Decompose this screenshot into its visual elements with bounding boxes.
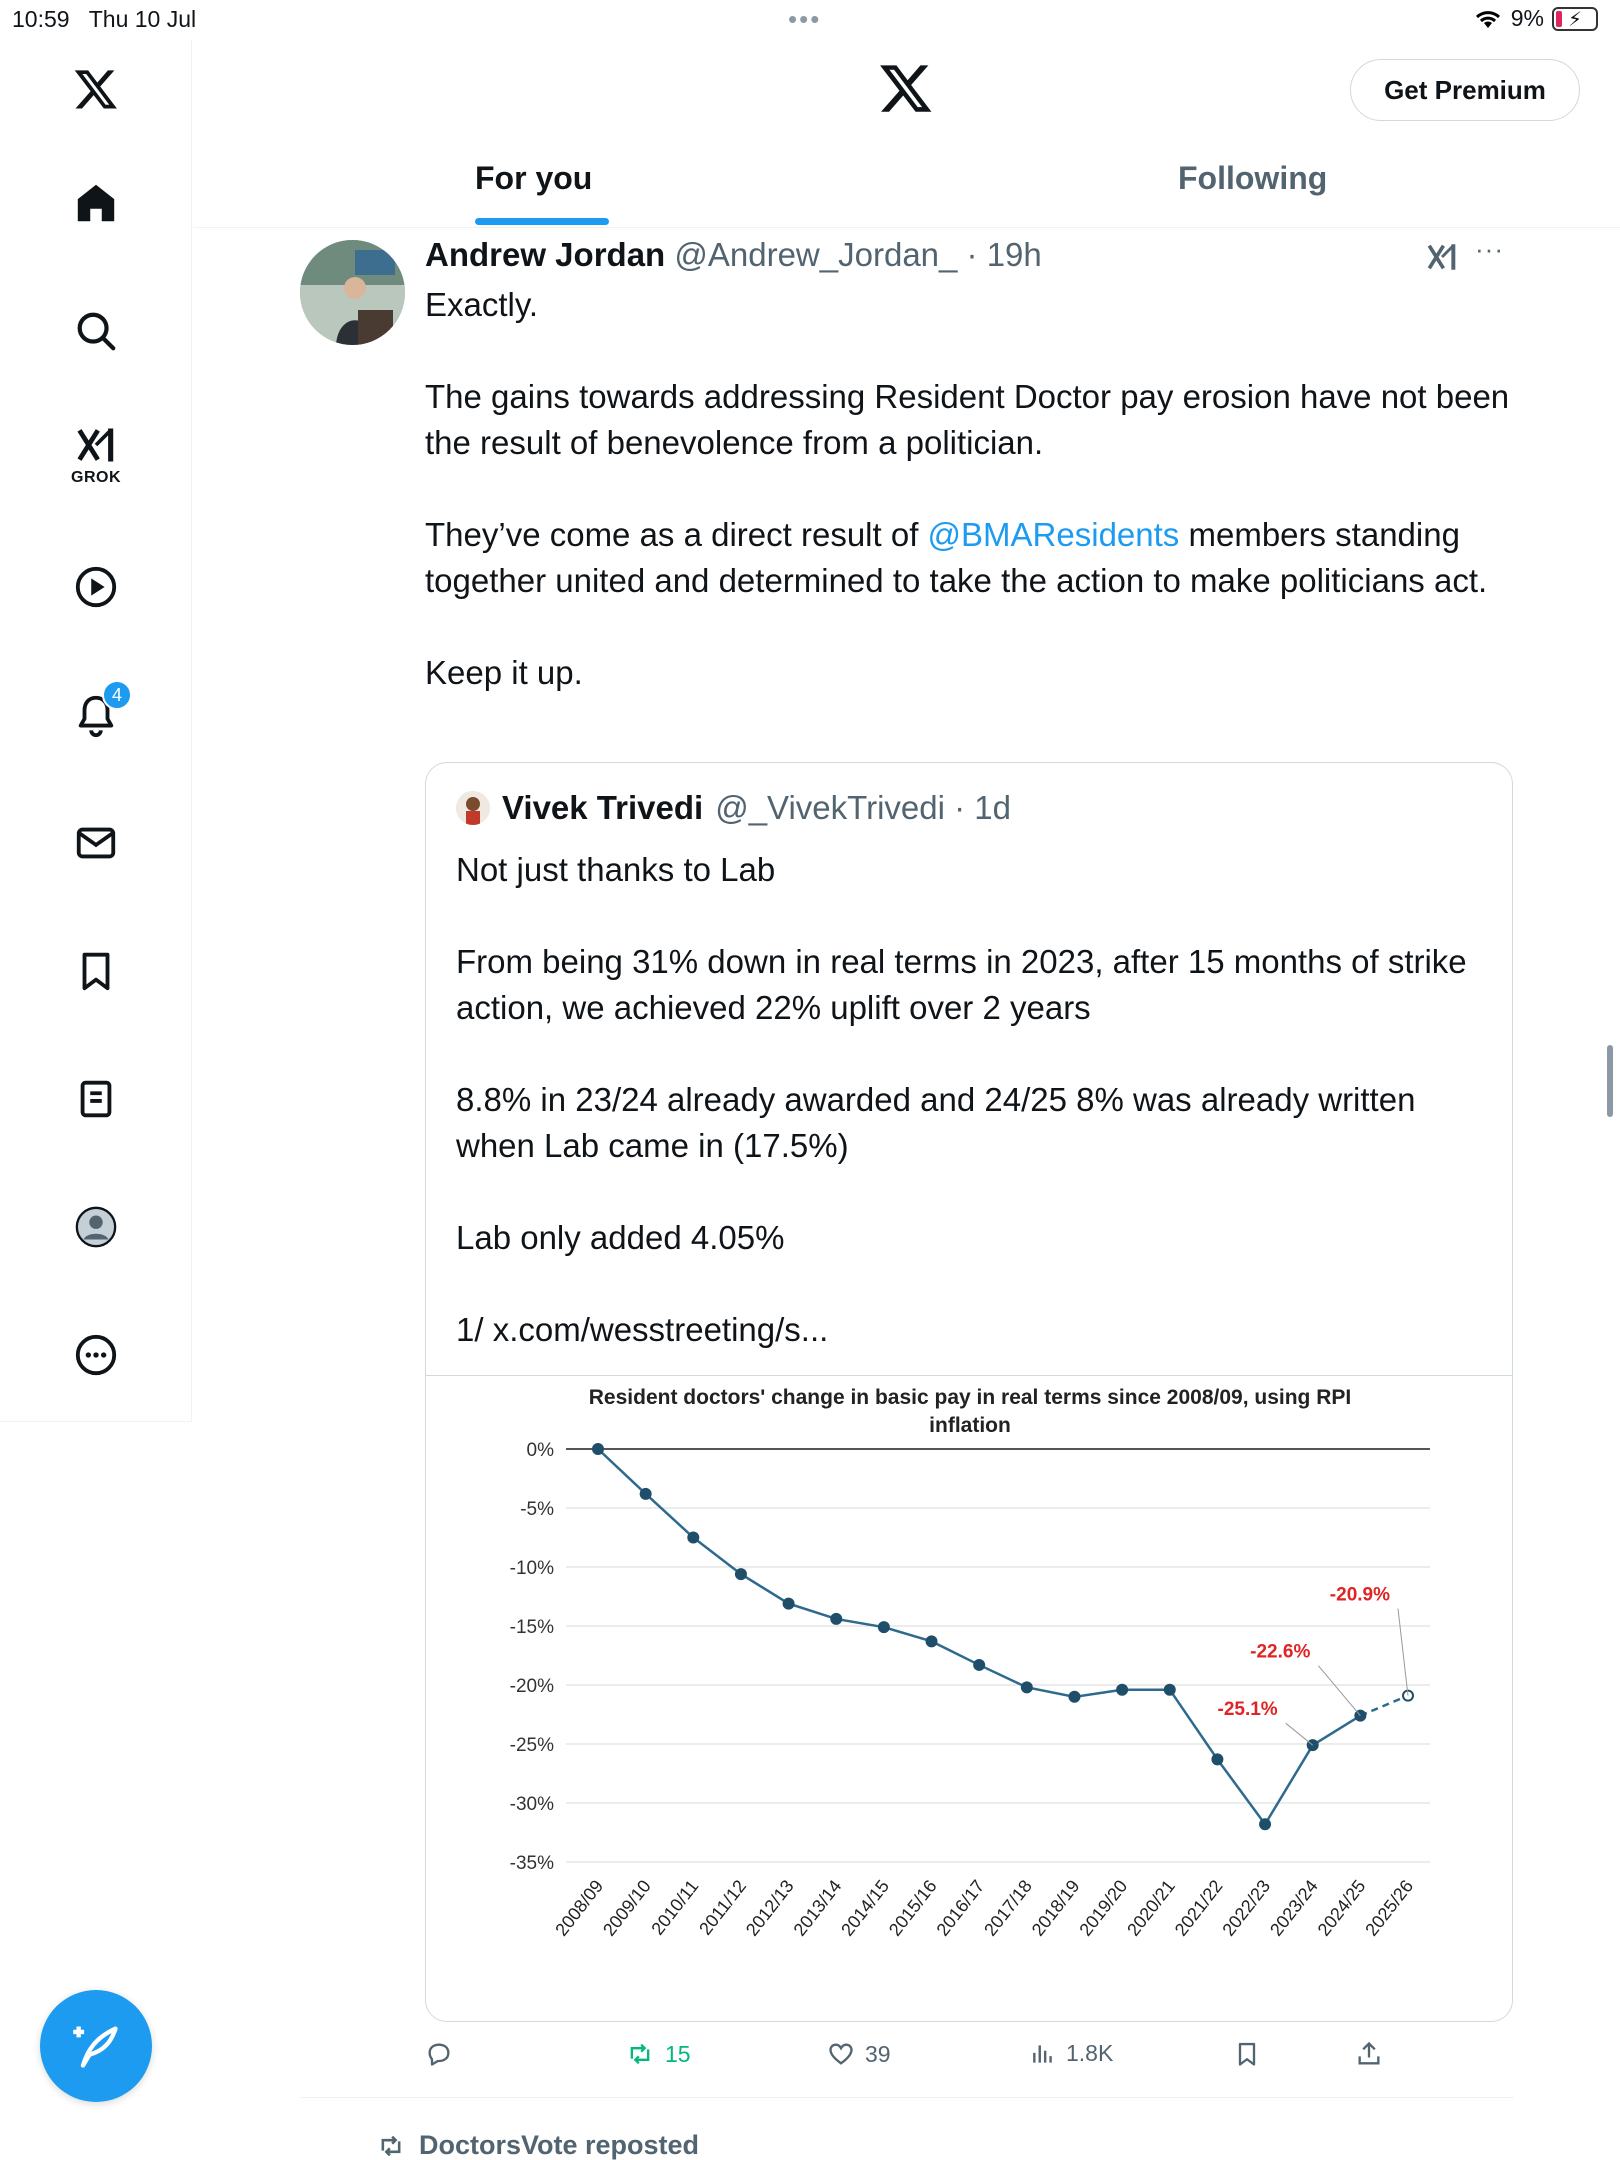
quoted-paragraph-4: Lab only added 4.05%: [456, 1219, 785, 1256]
battery-percent: 9%: [1510, 5, 1544, 31]
tweet-paragraph-4: Keep it up.: [425, 654, 583, 691]
active-tab-indicator: [475, 218, 609, 225]
x-tick-label: 2012/13: [741, 1876, 798, 1940]
tweet-header: [425, 236, 1042, 274]
grok-explain-button[interactable]: [1425, 240, 1459, 279]
sidebar-item-more[interactable]: [55, 1314, 137, 1396]
battery-icon: ⚡: [1552, 7, 1598, 31]
projection-line: [1360, 1696, 1408, 1716]
like-button[interactable]: [827, 2040, 891, 2068]
repost-count: 15: [665, 2040, 691, 2067]
bookmark-button[interactable]: [1233, 2040, 1261, 2068]
y-tick-label: -10%: [509, 1558, 554, 1579]
repost-button[interactable]: [625, 2040, 691, 2068]
share-icon: [1355, 2040, 1383, 2068]
chart-title-line-1: Resident doctors' change in basic pay in real terms since 2008/09, using RPI: [588, 1386, 1352, 1409]
data-point: [736, 1569, 746, 1579]
quoted-paragraph-3: 8.8% in 23/24 already awarded and 24/25 8% was already written when Lab came in (17.5%): [456, 1081, 1416, 1164]
author-photo: [300, 240, 405, 345]
author-name[interactable]: Andrew Jordan: [425, 236, 666, 273]
x-tick-label: 2010/11: [647, 1876, 703, 1939]
grok-icon: [74, 423, 118, 467]
x-tick-label: 2015/16: [884, 1876, 941, 1940]
tab-following[interactable]: Following: [1178, 160, 1328, 196]
bookmark-icon: [1233, 2040, 1261, 2068]
reply-icon: [425, 2040, 453, 2068]
next-tweet-repost-label[interactable]: [375, 2130, 699, 2160]
views-chart-icon: [1030, 2041, 1056, 2067]
x-tick-label: 2024/25: [1313, 1876, 1370, 1940]
y-tick-label: -25%: [509, 1735, 554, 1756]
heart-icon: [827, 2040, 855, 2068]
y-tick-label: -30%: [509, 1794, 554, 1815]
compose-button[interactable]: [40, 1990, 152, 2102]
x-logo[interactable]: [55, 48, 137, 130]
annotation-label: -25.1%: [1217, 1699, 1278, 1721]
like-count: 39: [865, 2040, 891, 2067]
x-tick-label: 2021/22: [1170, 1876, 1227, 1940]
y-tick-label: -15%: [509, 1617, 554, 1638]
author-handle-time[interactable]: @Andrew_Jordan_ · 19h: [674, 236, 1042, 273]
tweet-line-1: Exactly.: [425, 286, 539, 323]
sidebar-item-bookmarks[interactable]: [55, 930, 137, 1012]
tweet-paragraph-2: The gains towards addressing Resident Doctor pay erosion have not been the result of benevolence from a politician.: [425, 378, 1510, 461]
x-tick-label: 2018/19: [1027, 1876, 1084, 1940]
quoted-tweet-text: [456, 847, 1486, 1399]
quoted-paragraph-1: Not just thanks to Lab: [456, 851, 776, 888]
header-x-logo[interactable]: [878, 60, 934, 121]
data-point: [927, 1636, 937, 1646]
views-button[interactable]: [1030, 2040, 1113, 2067]
quoted-author-name[interactable]: Vivek Trivedi: [502, 789, 704, 826]
repost-icon: [625, 2040, 655, 2068]
x-tick-label: 2014/15: [837, 1876, 894, 1940]
quoted-paragraph-2: From being 31% down in real terms in 2023, after 15 months of strike action, we achieved 22% uplift over 2 years: [456, 943, 1467, 1026]
data-point: [641, 1489, 651, 1499]
data-point: [1212, 1754, 1222, 1764]
x-tick-label: 2016/17: [932, 1876, 989, 1940]
home-icon: [73, 180, 119, 226]
timeline-header: [193, 40, 1620, 228]
mail-icon: [73, 820, 119, 866]
x-tick-label: 2020/21: [1123, 1876, 1179, 1940]
annotation-leader: [1398, 1609, 1408, 1696]
annotation-label: -22.6%: [1250, 1641, 1311, 1663]
status-bar: [0, 0, 1620, 40]
sidebar-item-profile[interactable]: [55, 1186, 137, 1268]
chart-title-line-2: inflation: [929, 1414, 1011, 1437]
sidebar: [0, 40, 192, 1422]
quoted-author-avatar[interactable]: [456, 791, 490, 825]
share-button[interactable]: [1355, 2040, 1383, 2068]
status-time: 10:59 Thu 10 Jul: [12, 6, 197, 32]
lists-icon: [73, 1076, 119, 1122]
quoted-tweet[interactable]: [425, 762, 1513, 2022]
series-line: [598, 1449, 1360, 1824]
repost-label-text: DoctorsVote reposted: [419, 2130, 700, 2160]
video-play-icon: [73, 564, 119, 610]
x-tick-label: 2025/26: [1361, 1876, 1418, 1940]
data-point: [1260, 1819, 1270, 1829]
tweet-paragraph-3: They’ve come as a direct result of @BMAResidents members standing together united and determined to take the action to make politicians act.: [425, 516, 1488, 599]
x-tick-label: 2008/09: [551, 1876, 608, 1940]
data-point: [1069, 1692, 1079, 1702]
data-point: [879, 1622, 889, 1632]
wifi-icon: [1473, 8, 1503, 30]
quoted-paragraph-5[interactable]: 1/ x.com/wesstreeting/s...: [456, 1311, 829, 1348]
y-tick-label: -35%: [509, 1853, 554, 1874]
quoted-tweet-header: [456, 789, 1011, 827]
get-premium-button[interactable]: Get Premium: [1350, 59, 1580, 121]
views-count: 1.8K: [1066, 2040, 1114, 2066]
y-tick-label: -5%: [520, 1499, 554, 1520]
tab-for-you[interactable]: For you: [475, 160, 593, 196]
sidebar-item-search[interactable]: [55, 290, 137, 372]
data-point: [831, 1614, 841, 1624]
compose-feather-icon: [70, 2020, 122, 2072]
tweet-action-bar: [425, 2030, 1515, 2080]
y-tick-label: -20%: [509, 1676, 554, 1697]
tweet-text: [425, 282, 1515, 742]
quoted-author-handle-time[interactable]: @_VivekTrivedi · 1d: [715, 789, 1011, 826]
data-point: [1165, 1685, 1175, 1695]
annotation-label: -20.9%: [1329, 1584, 1390, 1606]
x-tick-label: 2011/12: [695, 1876, 751, 1939]
mention-link[interactable]: @BMAResidents: [927, 516, 1180, 553]
tweet-more-icon[interactable]: ···: [1475, 234, 1504, 264]
grok-label: GROK: [71, 469, 121, 486]
x-logo-icon: [73, 66, 119, 112]
sidebar-item-grok[interactable]: [55, 414, 137, 496]
annotation-leader: [1286, 1723, 1313, 1745]
reply-button[interactable]: [425, 2040, 463, 2068]
data-point: [784, 1599, 794, 1609]
quoted-author-photo: [456, 791, 490, 825]
x-tick-label: 2019/20: [1075, 1876, 1132, 1940]
y-tick-label: 0%: [526, 1440, 554, 1461]
x-tick-label: 2009/10: [598, 1876, 655, 1940]
chart-image[interactable]: [426, 1375, 1513, 2022]
status-right: [1473, 5, 1598, 32]
data-point: [688, 1533, 698, 1543]
line-chart: [426, 1376, 1513, 2022]
sidebar-item-lists[interactable]: [55, 1058, 137, 1140]
search-icon: [73, 308, 119, 354]
notification-badge: 4: [102, 680, 132, 710]
tweet-divider: [300, 2097, 1514, 2098]
sidebar-item-video[interactable]: [55, 546, 137, 628]
data-point: [974, 1660, 984, 1670]
more-circle-icon: [73, 1332, 119, 1378]
x-logo-icon: [878, 60, 934, 116]
data-point: [1022, 1682, 1032, 1692]
x-tick-label: 2022/23: [1218, 1876, 1275, 1940]
sidebar-item-messages[interactable]: [55, 802, 137, 884]
annotation-leader: [1318, 1666, 1360, 1716]
data-point: [593, 1444, 603, 1454]
repost-icon: [375, 2132, 407, 2160]
x-tick-label: 2023/24: [1266, 1876, 1322, 1940]
author-avatar[interactable]: [300, 240, 405, 345]
data-point: [1117, 1685, 1127, 1695]
scrollbar[interactable]: [1607, 1045, 1613, 1117]
grok-icon: [1425, 240, 1459, 274]
sidebar-item-notifications[interactable]: [55, 674, 137, 756]
x-tick-label: 2013/14: [789, 1876, 846, 1940]
profile-avatar-icon: [73, 1204, 119, 1250]
bookmark-icon: [73, 948, 119, 994]
x-tick-label: 2017/18: [980, 1876, 1036, 1940]
multitask-dots-icon[interactable]: •••: [788, 4, 822, 34]
sidebar-item-home[interactable]: [55, 162, 137, 244]
